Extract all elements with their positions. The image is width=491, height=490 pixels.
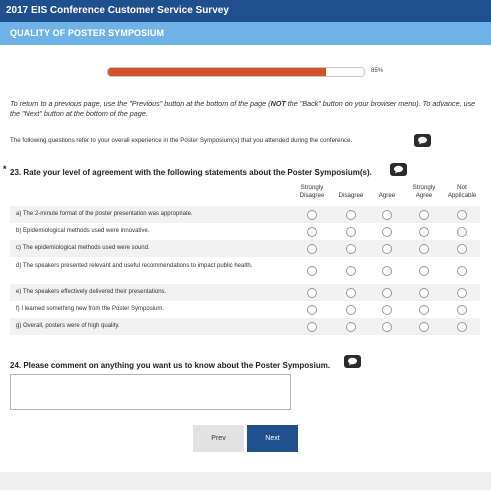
rating-radio[interactable] (457, 227, 467, 237)
rating-radio[interactable] (419, 266, 429, 276)
table-row (10, 284, 480, 301)
rating-radio[interactable] (457, 210, 467, 220)
statement-label: e) The speakers effectively delivered their presentations. (16, 289, 167, 295)
survey-title-bar (0, 0, 491, 22)
question-24-title: 24. Please comment on anything you want us to know about the Poster Symposium. (10, 361, 331, 370)
page-footer (0, 472, 491, 490)
instructions-text-1: To return to a previous page, use the "Previous" button at the bottom of the page ( (10, 99, 271, 108)
table-row (10, 257, 480, 284)
comment-icon[interactable] (344, 355, 361, 368)
statement-label: a) The 2-minute format of the poster presentation was appropriate. (16, 211, 193, 217)
instructions-text-2: the "Back" button on your browser menu). To advance, use the "Next" button at the bottom of the page. (10, 99, 476, 118)
column-header (367, 184, 407, 200)
rating-radio[interactable] (382, 266, 392, 276)
statement-label: c) The epidemiological methods used were sound. (16, 245, 150, 251)
required-marker: * (3, 164, 7, 174)
rating-radio[interactable] (307, 322, 317, 332)
rating-radio[interactable] (382, 288, 392, 298)
comment-icon[interactable] (414, 134, 431, 147)
progress-percent-label: 85% (371, 68, 384, 74)
comment-icon[interactable] (390, 163, 407, 176)
rating-radio[interactable] (419, 288, 429, 298)
table-row (10, 318, 480, 335)
column-header-line: Strongly (412, 184, 436, 191)
progress-bar-fill (108, 68, 326, 76)
statement-label: d) The speakers presented relevant and useful recommendations to impact public health. (16, 262, 253, 269)
table-row (10, 206, 480, 223)
column-header-line: Disagree (338, 192, 364, 199)
column-header-line: Disagree (299, 192, 325, 199)
statement-label: b) Epidemiological methods used were innovative. (16, 228, 150, 234)
rating-radio[interactable] (457, 244, 467, 254)
column-header-line: Not (457, 184, 467, 191)
column-header (292, 184, 332, 200)
rating-radio[interactable] (457, 288, 467, 298)
column-header-line: Strongly (300, 184, 324, 191)
next-button[interactable]: Next (247, 425, 298, 452)
rating-radio[interactable] (382, 227, 392, 237)
survey-title: 2017 EIS Conference Customer Service Survey (6, 5, 229, 16)
rating-radio[interactable] (457, 322, 467, 332)
rating-radio[interactable] (382, 244, 392, 254)
navigation-instructions (10, 99, 480, 119)
prev-button[interactable]: Prev (193, 425, 244, 452)
rating-radio[interactable] (419, 210, 429, 220)
column-header (331, 184, 371, 200)
column-header (404, 184, 444, 200)
rating-radio[interactable] (307, 288, 317, 298)
rating-radio[interactable] (307, 210, 317, 220)
progress-bar (107, 67, 365, 77)
rating-radio[interactable] (419, 305, 429, 315)
statement-label: f) I learned something new from the Poster Symposium. (16, 306, 165, 312)
table-row (10, 240, 480, 257)
rating-radio[interactable] (346, 288, 356, 298)
comment-textarea[interactable] (10, 374, 291, 410)
table-row (10, 223, 480, 240)
rating-radio[interactable] (307, 305, 317, 315)
rating-radio[interactable] (382, 210, 392, 220)
rating-matrix (10, 206, 480, 335)
column-header-line: Applicable (447, 192, 477, 199)
rating-radio[interactable] (382, 305, 392, 315)
rating-radio[interactable] (346, 305, 356, 315)
column-header-line: Agree (378, 192, 396, 199)
rating-radio[interactable] (346, 244, 356, 254)
rating-radio[interactable] (307, 227, 317, 237)
column-header-line: Agree (415, 192, 433, 199)
section-header (0, 22, 491, 45)
rating-radio[interactable] (419, 244, 429, 254)
rating-radio[interactable] (346, 227, 356, 237)
rating-radio[interactable] (346, 322, 356, 332)
table-row (10, 301, 480, 318)
statement-label: g) Overall, posters were of high quality. (16, 323, 120, 329)
rating-radio[interactable] (346, 266, 356, 276)
rating-radio[interactable] (346, 210, 356, 220)
rating-radio[interactable] (419, 322, 429, 332)
intro-text: The following questions refer to your overall experience in the Poster Symposium(s) that you attended during the conference. (10, 137, 353, 144)
rating-radio[interactable] (382, 322, 392, 332)
column-header-line (367, 184, 407, 192)
rating-radio[interactable] (307, 266, 317, 276)
section-title: QUALITY OF POSTER SYMPOSIUM (10, 28, 165, 38)
question-23-title: 23. Rate your level of agreement with the following statements about the Poster Symposium(s). (10, 168, 372, 177)
instructions-emphasis: NOT (270, 99, 286, 108)
rating-radio[interactable] (419, 227, 429, 237)
rating-radio[interactable] (457, 266, 467, 276)
rating-radio[interactable] (307, 244, 317, 254)
column-header (442, 184, 482, 200)
column-header-line (331, 184, 371, 192)
rating-radio[interactable] (457, 305, 467, 315)
